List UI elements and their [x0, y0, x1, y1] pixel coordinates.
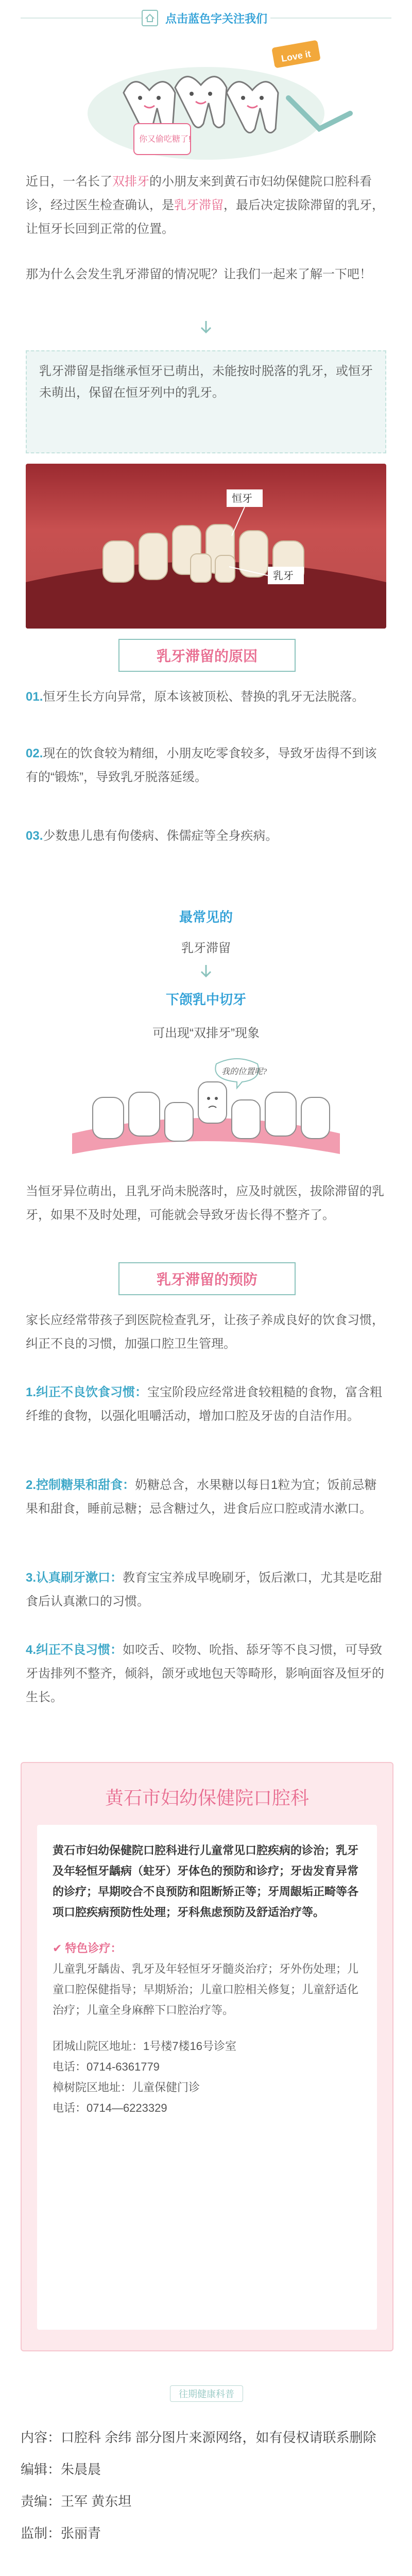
prevent-item-3-text: 教育宝宝养成早晚刷牙，饭后漱口，尤其是吃甜食后认真漱口的习惯。 — [26, 1571, 383, 1608]
common-sub: 乳牙滞留 — [181, 941, 231, 955]
credits — [21, 2421, 391, 2549]
intro-paragraph — [26, 170, 386, 241]
card-description: 黄石市妇幼保健院口腔科进行儿童常见口腔疾病的诊治；乳牙及年轻恒牙龋病（蛀牙）牙体色的预防和诊疗；牙齿发育异常的诊疗；早期咬合不良预防和阻断矫正等；牙周龈垢正畸等各项口腔疾病预防性处理；牙科焦虑预防及舒适治疗等。 — [53, 1844, 359, 1919]
card-feature-title: ✔ 特色诊疗： — [53, 1942, 122, 1955]
photo-label-permanent: 恒牙 — [232, 493, 252, 504]
intro-paragraph-2: 那为什么会发生乳牙滞留的情况呢？让我们一起来了解一下吧！ — [26, 267, 372, 281]
credit-supervisor: 监制：张丽青 — [21, 2526, 101, 2541]
card-phone-1[interactable]: 电话：0714-6361779 — [53, 2060, 160, 2073]
prevent-item-2-title: 2.控制糖果和甜食： — [26, 1478, 135, 1492]
cartoon-teeth-illustration — [62, 1051, 350, 1170]
intro-text-b: 的小朋友来到黄石市妇幼保健院口腔科看诊，经过医生检查确认，是 — [26, 175, 372, 212]
hero-illustration — [21, 36, 391, 165]
prevent-item-4 — [26, 1638, 386, 1709]
cause-item-1-text: 恒牙生长方向异常，原本该被顶松、替换的乳牙无法脱落。 — [43, 690, 365, 704]
cartoon-bubble: 我的位置呢? — [221, 1067, 267, 1076]
card-body — [37, 1825, 377, 2330]
prevent-item-2-text: 奶糖总含，水果糖以每日1粒为宜；饭前忌糖果和甜食，睡前忌糖；忌含糖过久，进食后应口腔或清水漱口。 — [26, 1478, 377, 1516]
credit-editor: 编辑：朱晨晨 — [21, 2462, 101, 2477]
common-sub-2: 可出现“双排牙”现象 — [152, 1026, 260, 1040]
home-icon — [142, 10, 158, 26]
intro-highlight-retained: 乳牙滞留 — [174, 198, 224, 212]
past-articles-tag[interactable]: 往期健康科普 — [170, 2385, 243, 2402]
card-features: 儿童乳牙龋齿、乳牙及年轻恒牙牙髓炎治疗；牙外伤处理；儿童口腔保健指导；早期矫治；儿童口腔相关修复；儿童舒适化治疗；儿童全身麻醉下口腔治疗等。 — [53, 1962, 359, 2016]
common-title-2: 下颌乳中切牙 — [165, 992, 246, 1007]
cause-title: 乳牙滞留的原因 — [118, 639, 296, 672]
credit-content: 内容：口腔科 余纬 部分图片来源网络，如有侵权请联系删除 — [21, 2430, 376, 2445]
intro-text-c: ，最后决定拔除滞留的乳牙，让恒牙长回到正常的位置。 — [26, 198, 384, 236]
prevent-item-1-title: 1.纠正不良饮食习惯： — [26, 1385, 148, 1399]
credit-chief-editor: 责编：王军 黄东坦 — [21, 2494, 132, 2509]
prevent-title: 乳牙滞留的预防 — [118, 1262, 296, 1295]
definition-text: 乳牙滞留是指继承恒牙已萌出，未能按时脱落的乳牙，或恒牙未萌出，保留在恒牙列中的乳牙。 — [39, 364, 373, 400]
follow-label[interactable]: 点击蓝色字关注我们 — [162, 10, 270, 26]
hero-badge: Love it — [280, 48, 312, 64]
intro-text-a: 近日，一名长了 — [26, 175, 112, 189]
header-divider-right — [268, 18, 391, 19]
follow-header[interactable] — [0, 0, 412, 36]
hero-speech: 你又偷吃糖了! — [139, 135, 191, 144]
prevent-intro: 家长应经常带孩子到医院检查乳牙，让孩子养成良好的饮食习惯，纠正不良的习惯，加强口腔卫生管理。 — [26, 1313, 384, 1351]
definition-box — [26, 350, 386, 453]
cause-item-1: 01.恒牙生长方向异常，原本该被顶松、替换的乳牙无法脱落。 — [26, 690, 365, 704]
common-title: 最常见的 — [179, 909, 233, 925]
teeth-photo — [26, 464, 386, 629]
prevent-item-3 — [26, 1566, 386, 1614]
header-divider-left — [21, 18, 144, 19]
cause-item-3: 03.少数患儿患有佝偻病、侏儒症等全身疾病。 — [26, 829, 278, 843]
cause-item-2: 02.现在的饮食较为精细，小朋友吃零食较多，导致牙齿得不到该有的“锻炼”，导致乳牙脱落延缓。 — [26, 747, 377, 784]
prevent-item-4-title: 4.纠正不良习惯： — [26, 1643, 123, 1657]
prevent-item-1 — [26, 1381, 386, 1428]
card-clinic-2: 樟树院区地址：儿童保健门诊 — [53, 2081, 200, 2094]
arrow-down-icon-2 — [198, 963, 214, 981]
prevent-item-1-text: 宝宝阶段应经常进食较粗糙的食物，富含粗纤维的食物，以强化咀嚼活动，增加口腔及牙齿的自洁作用。 — [26, 1385, 383, 1423]
intro-highlight-double-teeth: 双排牙 — [112, 175, 149, 189]
card-clinic-1: 团城山院区地址：1号楼7楼16号诊室 — [53, 2040, 236, 2053]
card-title: 黄石市妇幼保健院口腔科 — [105, 1787, 309, 1808]
clinic-info-card — [21, 1762, 393, 2351]
arrow-down-icon — [198, 319, 214, 335]
harm-paragraph: 当恒牙异位萌出，且乳牙尚未脱落时，应及时就医，拔除滞留的乳牙，如果不及时处理，可能就会导致牙齿长得不整齐了。 — [26, 1184, 384, 1222]
cause-item-2-text: 现在的饮食较为精细，小朋友吃零食较多，导致牙齿得不到该有的“锻炼”，导致乳牙脱落延缓。 — [26, 747, 377, 784]
prevent-item-2 — [26, 1473, 386, 1521]
prevent-item-3-title: 3.认真刷牙漱口： — [26, 1571, 123, 1585]
cause-item-3-text: 少数患儿患有佝偻病、侏儒症等全身疾病。 — [43, 829, 278, 843]
prevent-item-4-text: 如咬舌、咬物、吮指、舔牙等不良习惯，可导致牙齿排列不整齐，倾斜，颌牙或地包天等畸形，影响面容及恒牙的生长。 — [26, 1643, 384, 1704]
photo-label-primary: 乳牙 — [273, 570, 294, 582]
card-phone-2[interactable]: 电话：0714—6223329 — [53, 2102, 167, 2114]
